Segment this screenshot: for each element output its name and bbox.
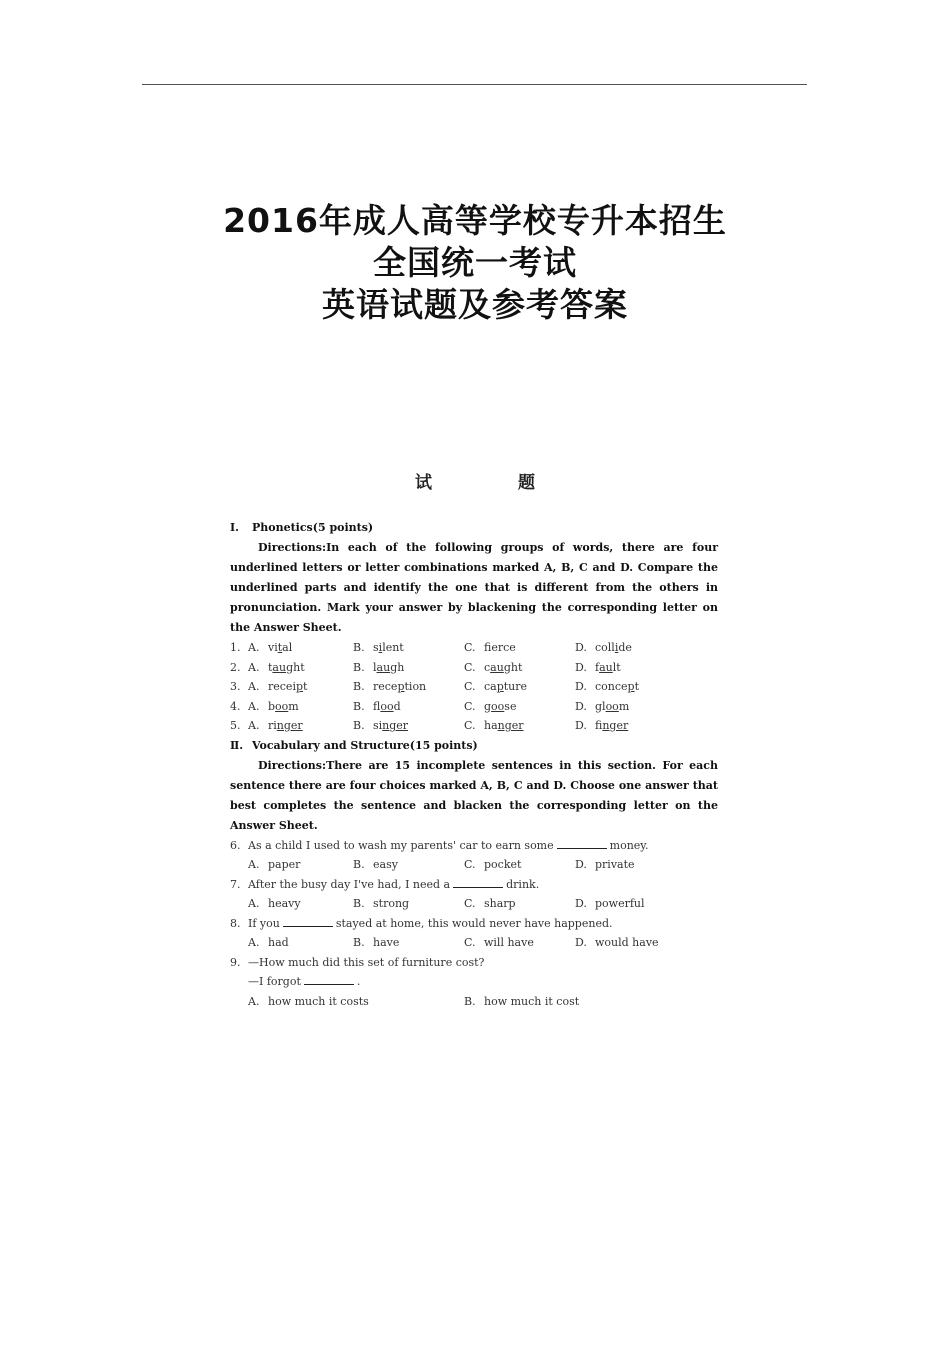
stem-text: .: [356, 975, 361, 988]
word-part: ture: [503, 680, 528, 693]
question-number: 6.: [230, 838, 241, 852]
question-number: 4.: [230, 699, 241, 713]
underlined-part: nger: [382, 719, 409, 732]
answer-blank: [453, 877, 503, 888]
question-stem: [248, 836, 649, 856]
option-letter: C.: [464, 699, 476, 713]
section-heading: 试 题: [415, 473, 575, 493]
underlined-part: nger: [276, 719, 303, 732]
option-letter: A.: [248, 680, 260, 693]
option-c: [464, 933, 534, 953]
option-letter: D.: [575, 719, 587, 732]
question-number: 3.: [230, 680, 241, 693]
question-number: 2.: [230, 660, 241, 674]
part1-number: Ⅰ.: [230, 521, 239, 534]
underlined-part: oo: [275, 699, 289, 713]
option-letter: B.: [353, 858, 365, 871]
question-number: 5.: [230, 719, 241, 732]
question-stem: [248, 972, 360, 992]
word-part: l: [373, 660, 377, 674]
option-letter: B.: [353, 641, 365, 654]
option-c: [464, 677, 527, 697]
question-9-line1: [230, 953, 718, 973]
question-number: 1.: [230, 641, 241, 654]
word-part: t: [303, 680, 308, 693]
stem-text: stayed at home, this would never have happened.: [335, 916, 613, 930]
option-c: [464, 716, 524, 736]
title-line-1: 2016年成人高等学校专升本招生: [223, 201, 727, 240]
stem-text: If you: [248, 916, 280, 930]
word-part: fl: [373, 699, 381, 713]
word-part: ca: [484, 680, 497, 693]
underlined-part: au: [376, 660, 391, 674]
option-letter: A.: [248, 936, 260, 949]
part1-directions: [230, 538, 718, 638]
word-part: b: [268, 699, 276, 713]
word-part: gl: [595, 699, 606, 713]
option-b: [353, 894, 409, 914]
option-text: easy: [373, 858, 398, 871]
option-letter: C.: [464, 680, 476, 693]
word-part: de: [618, 641, 632, 654]
option-text: sharp: [484, 897, 516, 910]
option-letter: B.: [353, 897, 365, 910]
option-text: paper: [268, 858, 301, 871]
option-letter: C.: [464, 858, 476, 871]
option-a: [248, 933, 289, 953]
option-d: [575, 716, 628, 736]
option-letter: A.: [248, 660, 260, 674]
directions-label: Directions:: [258, 758, 327, 772]
option-letter: B.: [353, 936, 365, 949]
word-part: si: [373, 719, 383, 732]
word-part: al: [282, 641, 293, 654]
word-part: g: [484, 699, 492, 713]
underlined-part: oo: [491, 699, 505, 713]
option-b: [353, 933, 399, 953]
question-row: [230, 677, 718, 697]
option-text: had: [268, 936, 289, 949]
question-9-line2: [230, 972, 718, 992]
option-a: [248, 638, 292, 658]
underlined-part: p: [627, 680, 635, 693]
header-rule: [142, 84, 807, 85]
question-row: [230, 697, 718, 717]
directions-text: In each of the following groups of words, there are four underlined letters or letter combinations marked A, B, C and D. Compare the underlined parts and identify the one that is different from the others in pronunciation. Mark your answer by blackening the corresponding letter on the Answer Sheet.: [230, 541, 718, 634]
word-part: d: [393, 699, 401, 713]
option-text: strong: [373, 897, 410, 910]
underlined-part: p: [295, 680, 304, 693]
option-text: will have: [484, 936, 534, 949]
word-part: vi: [268, 641, 278, 654]
question-9-options: [230, 992, 718, 1012]
underlined-part: i: [378, 641, 383, 654]
question-row: [230, 716, 718, 736]
part2-question-list: [230, 836, 718, 953]
option-letter: D.: [575, 897, 587, 910]
option-b: [353, 677, 426, 697]
word-part: conce: [595, 680, 628, 693]
option-d: [575, 855, 635, 875]
word-part: ght: [503, 660, 523, 674]
word-part: rece: [373, 680, 398, 693]
question-row: [230, 658, 718, 678]
word-part: lt: [612, 660, 621, 674]
option-c: [464, 638, 516, 658]
word-part: se: [504, 699, 517, 713]
option-c: [464, 855, 521, 875]
title-line-3: 英语试题及参考答案: [322, 285, 628, 324]
question-number: 9.: [230, 955, 241, 969]
option-c: [464, 697, 516, 717]
answer-blank: [283, 916, 333, 927]
option-a: [248, 855, 300, 875]
stem-text: —I forgot: [248, 975, 301, 988]
word-part: s: [373, 641, 379, 654]
underlined-part: oo: [605, 699, 619, 713]
underlined-part: i: [614, 641, 619, 654]
word-part: c: [484, 660, 491, 674]
directions-text: There are 15 incomplete sentences in this section. For each sentence there are four choices marked A, B, C and D. Choose one answer that best completes the sentence and blacken the corresponding letter on the Answer Sheet.: [230, 758, 718, 832]
option-letter: C.: [464, 719, 476, 732]
part2-title: [230, 736, 718, 756]
option-letter: B.: [464, 994, 476, 1008]
question-stem: [248, 914, 613, 934]
option-letter: D.: [575, 699, 587, 713]
underlined-part: p: [397, 680, 405, 693]
option-letter: B.: [353, 680, 365, 693]
option-d: [575, 658, 621, 678]
underlined-part: oo: [380, 699, 394, 713]
underlined-part: t: [277, 641, 283, 654]
option-letter: D.: [575, 660, 587, 674]
word-part: fi: [595, 719, 603, 732]
word-part: ri: [268, 719, 277, 732]
word-part: f: [595, 660, 600, 674]
answer-blank: [557, 838, 607, 849]
option-a: [248, 677, 307, 697]
word-part: ght: [286, 660, 305, 674]
word-part: t: [634, 680, 640, 693]
option-c: [464, 894, 516, 914]
option-letter: D.: [575, 680, 587, 693]
option-letter: A.: [248, 897, 260, 910]
options-row: [230, 933, 718, 953]
option-b: [353, 658, 404, 678]
option-b: [353, 697, 401, 717]
option-b: [353, 638, 404, 658]
option-a: [248, 697, 299, 717]
option-letter: A.: [248, 994, 260, 1008]
word-part: tion: [404, 680, 427, 693]
part1-title-text: Phonetics(5 points): [252, 521, 374, 534]
option-c: [464, 658, 522, 678]
option-a: [248, 992, 369, 1012]
option-letter: B.: [353, 660, 365, 674]
part1-question-list: [230, 638, 718, 736]
question-row: [230, 875, 718, 895]
option-a: [248, 658, 305, 678]
word-part: ha: [484, 719, 498, 732]
option-letter: A.: [248, 699, 260, 713]
question-number: 8.: [230, 916, 241, 930]
option-b: [353, 855, 398, 875]
option-d: [575, 677, 639, 697]
option-letter: A.: [248, 719, 260, 732]
options-row: [230, 894, 718, 914]
word-part: recei: [268, 680, 296, 693]
stem-text: As a child I used to wash my parents' car to earn some: [248, 838, 554, 852]
option-text: heavy: [268, 897, 301, 910]
question-stem: [248, 875, 539, 895]
option-text: how much it costs: [268, 994, 369, 1008]
word-part: m: [288, 699, 299, 713]
stem-text: After the busy day I've had, I need a: [248, 877, 451, 891]
option-text: have: [373, 936, 400, 949]
word-part: coll: [595, 641, 615, 654]
directions-label: Directions:: [258, 541, 327, 554]
option-text: private: [595, 858, 635, 871]
question-stem: —How much did this set of furniture cost?: [248, 955, 485, 969]
underlined-part: au: [599, 660, 613, 674]
question-number: 7.: [230, 877, 241, 891]
word-part: t: [268, 660, 273, 674]
title-line-2: 全国统一考试: [373, 243, 577, 282]
question-row: [230, 836, 718, 856]
option-b: [464, 992, 579, 1012]
part2-title-text: Vocabulary and Structure(15 points): [252, 738, 478, 752]
part2-directions: [230, 756, 718, 836]
part2-number: Ⅱ.: [230, 738, 244, 752]
options-row: [230, 855, 718, 875]
underlined-part: nger: [497, 719, 524, 732]
option-letter: A.: [248, 858, 260, 871]
option-text: pocket: [484, 858, 522, 871]
document-title: [0, 200, 950, 326]
option-d: [575, 933, 659, 953]
underlined-part: p: [496, 680, 504, 693]
word-part: erce: [491, 641, 516, 654]
word-part: m: [618, 699, 630, 713]
stem-text: money.: [609, 838, 649, 852]
option-text: powerful: [595, 897, 645, 910]
question-row: [230, 914, 718, 934]
question-row: [230, 638, 718, 658]
underlined-part: au: [490, 660, 504, 674]
option-letter: D.: [575, 936, 587, 949]
option-letter: D.: [575, 858, 587, 871]
option-d: [575, 697, 629, 717]
underlined-part: nger: [602, 719, 629, 732]
part1-title: [230, 518, 718, 538]
stem-text: drink.: [506, 877, 540, 891]
option-text: how much it cost: [484, 994, 580, 1008]
answer-blank: [304, 974, 354, 985]
option-text: would have: [595, 936, 659, 949]
option-letter: C.: [464, 936, 476, 949]
option-letter: B.: [353, 699, 365, 713]
exam-content: [230, 518, 718, 1011]
option-letter: A.: [248, 641, 260, 654]
option-letter: D.: [575, 641, 587, 654]
word-part: lent: [382, 641, 404, 654]
option-b: [353, 716, 408, 736]
word-part: f: [484, 641, 492, 654]
option-a: [248, 894, 301, 914]
option-a: [248, 716, 303, 736]
option-letter: C.: [464, 897, 476, 910]
option-d: [575, 894, 645, 914]
word-part: gh: [390, 660, 405, 674]
option-d: [575, 638, 632, 658]
option-letter: B.: [353, 719, 365, 732]
underlined-part: au: [272, 660, 287, 674]
option-letter: C.: [464, 641, 476, 654]
option-letter: C.: [464, 660, 476, 674]
